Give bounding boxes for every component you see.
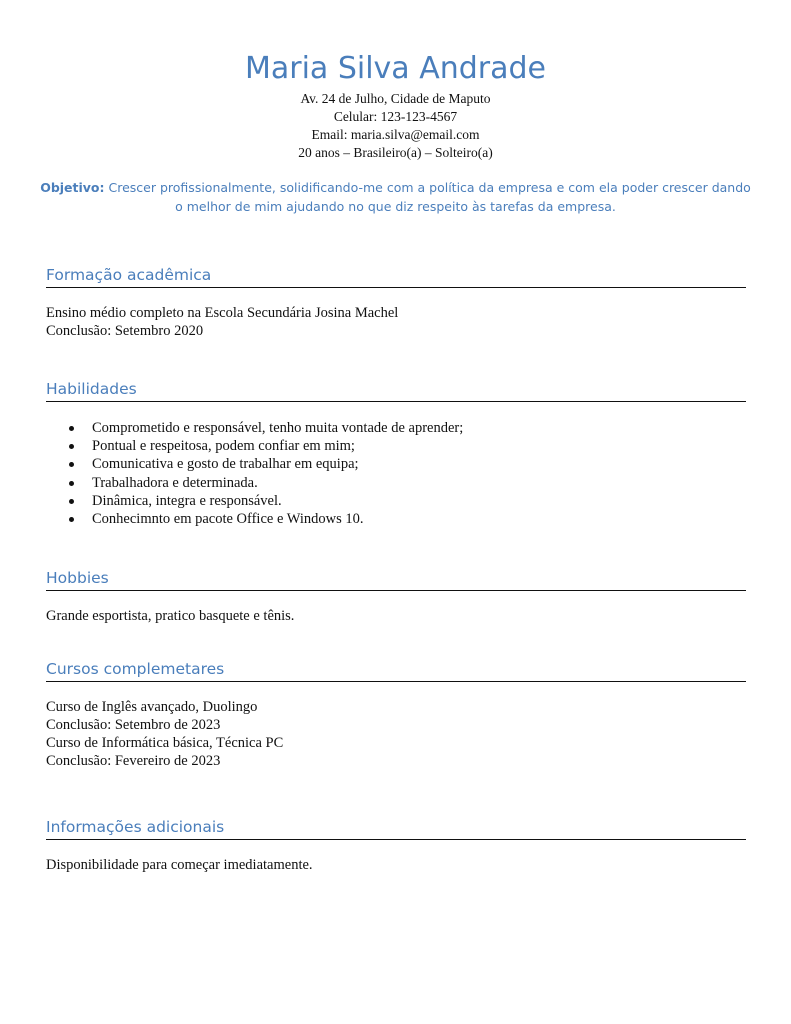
- course-line: Curso de Informática básica, Técnica PC: [46, 735, 284, 751]
- education-line: Conclusão: Setembro 2020: [46, 323, 204, 339]
- skills-list: [46, 419, 746, 528]
- skill-item: [46, 510, 746, 528]
- address-line: Av. 24 de Julho, Cidade de Maputo: [300, 91, 491, 106]
- additional-heading: Informações adicionais: [46, 818, 225, 836]
- bullet-icon: [69, 499, 74, 504]
- education-heading: Formação acadêmica: [46, 266, 212, 284]
- bullet-icon: [69, 462, 74, 467]
- skill-text: Comunicativa e gosto de trabalhar em equipa;: [92, 456, 359, 473]
- education-content: [46, 304, 746, 340]
- phone-line: Celular: 123-123-4567: [333, 109, 458, 124]
- skill-item: [46, 492, 746, 510]
- additional-content: [46, 856, 746, 874]
- bullet-icon: [69, 426, 74, 431]
- skills-heading: Habilidades: [46, 380, 137, 398]
- objective-block: [40, 178, 751, 216]
- bullet-icon: [69, 517, 74, 522]
- skill-item: [46, 474, 746, 492]
- skill-text: Pontual e respeitosa, podem confiar em mim;: [92, 438, 355, 455]
- bullet-icon: [69, 481, 74, 486]
- hobbies-content: [46, 607, 746, 625]
- skill-item: [46, 455, 746, 473]
- objective-label: Objetivo:: [40, 180, 105, 195]
- skill-text: Conhecimnto em pacote Office e Windows 10.: [92, 510, 364, 527]
- courses-divider: [46, 681, 746, 682]
- education-line: Ensino médio completo na Escola Secundária Josina Machel: [46, 305, 399, 321]
- courses-content: [46, 698, 746, 770]
- objective-text: Crescer profissionalmente, solidificando-me com a política da empresa e com ela poder crescer dando o melhor de mim ajudando no que diz respeito às tarefas da empresa.: [108, 180, 751, 214]
- candidate-name: Maria Silva Andrade: [244, 51, 547, 86]
- hobbies-line: Grande esportista, pratico basquete e tênis.: [46, 608, 295, 624]
- skill-text: Trabalhadora e determinada.: [92, 474, 258, 491]
- email-line: Email: maria.silva@email.com: [311, 127, 480, 142]
- education-divider: [46, 287, 746, 288]
- course-line: Curso de Inglês avançado, Duolingo: [46, 699, 258, 715]
- hobbies-divider: [46, 590, 746, 591]
- contact-block: [0, 90, 791, 162]
- courses-heading: Cursos complemetares: [46, 660, 225, 678]
- skill-item: [46, 437, 746, 455]
- bullet-icon: [69, 444, 74, 449]
- course-line: Conclusão: Setembro de 2023: [46, 717, 221, 733]
- additional-divider: [46, 839, 746, 840]
- skills-divider: [46, 401, 746, 402]
- skill-item: [46, 419, 746, 437]
- hobbies-heading: Hobbies: [46, 569, 109, 587]
- personal-info-line: 20 anos – Brasileiro(a) – Solteiro(a): [298, 145, 493, 160]
- skill-text: Dinâmica, integra e responsável.: [92, 492, 282, 509]
- skill-text: Comprometido e responsável, tenho muita vontade de aprender;: [92, 420, 464, 436]
- course-line: Conclusão: Fevereiro de 2023: [46, 753, 221, 769]
- additional-line: Disponibilidade para começar imediatamente.: [46, 857, 313, 873]
